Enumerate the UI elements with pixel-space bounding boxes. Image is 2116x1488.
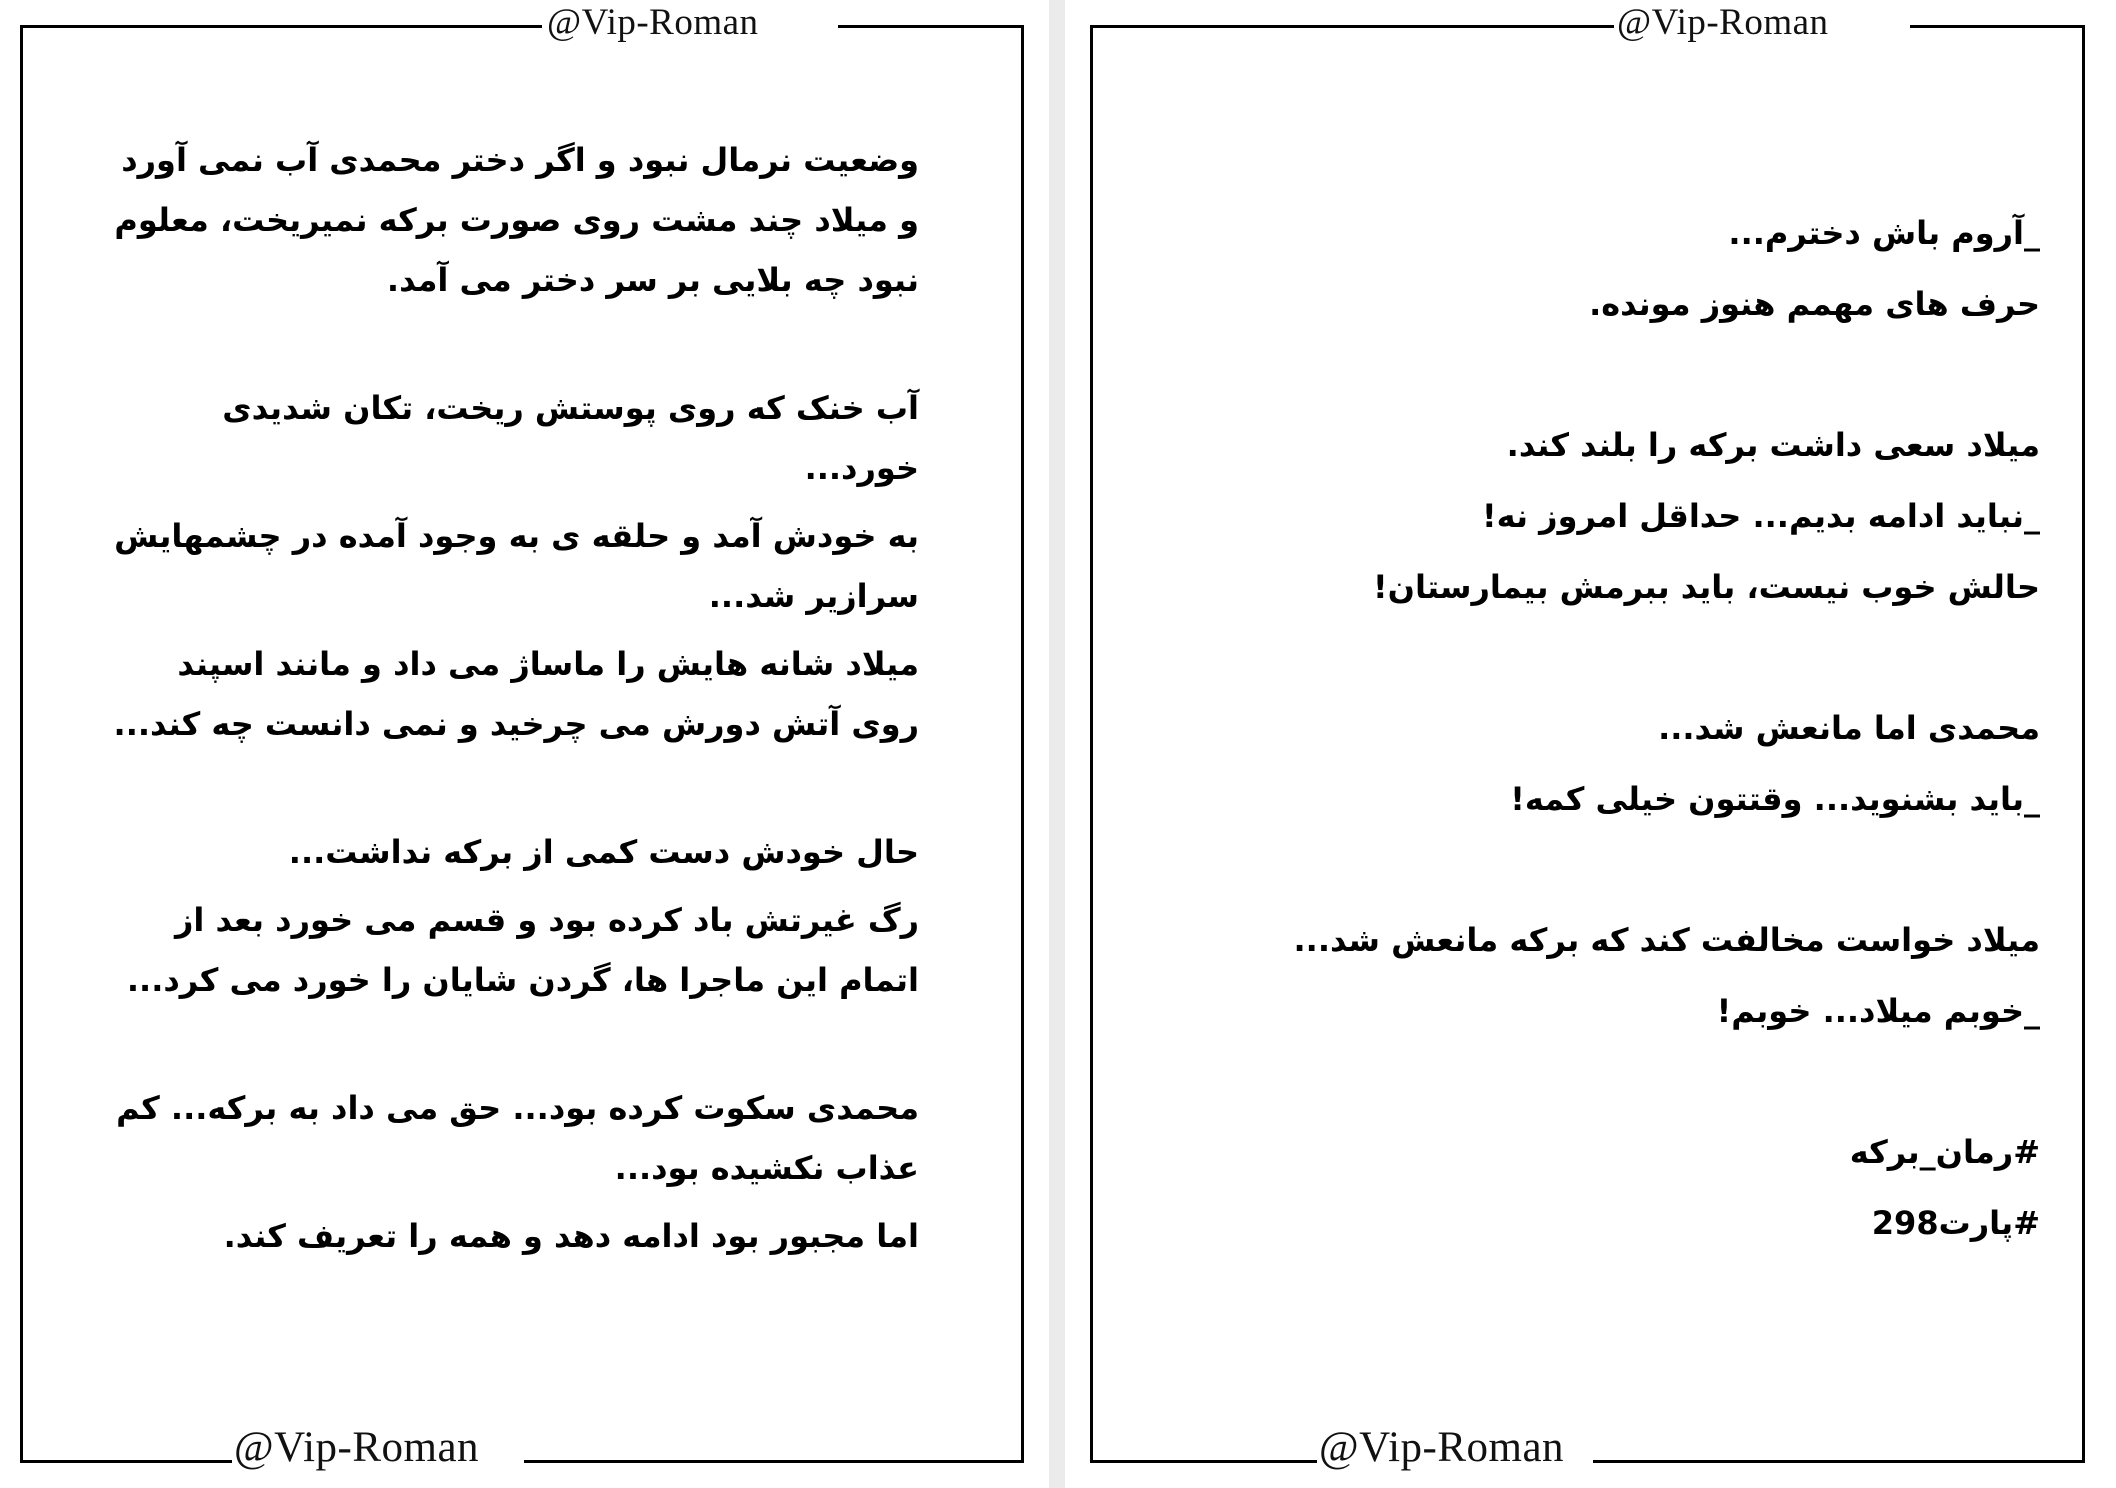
frame-bottom-left-segment — [1090, 1460, 1317, 1463]
paragraph — [119, 378, 919, 498]
paragraph — [1180, 1117, 2040, 1259]
text-line: محمدی اما مانعش شد... — [1658, 709, 2040, 747]
text-line: وضعیت نرمال نبود و اگر دختر محمدی آب نمی آورد — [121, 141, 919, 179]
text-line: _نباید ادامه بدیم... حداقل امروز نه! — [1482, 497, 2040, 535]
paragraph — [119, 890, 919, 1010]
paragraph — [119, 1206, 919, 1266]
text-line: _خوبم میلاد... خوبم! — [1716, 992, 2040, 1030]
watermark-top: @Vip-Roman — [1617, 2, 1829, 43]
frame-top-right-segment — [1910, 25, 2085, 28]
frame-top-left-segment — [1090, 25, 1614, 28]
text-line: و میلاد چند مشت روی صورت برکه نمیریخت، معلوم — [114, 201, 919, 239]
text-line: _باید بشنوید... وقتتون خیلی کمه! — [1510, 780, 2040, 818]
left-page — [0, 0, 1049, 1488]
frame-right-side — [1021, 25, 1024, 1463]
watermark-bottom: @Vip-Roman — [1319, 1424, 1565, 1471]
frame-top-left-segment — [20, 25, 542, 28]
paragraph — [1180, 905, 2040, 1047]
page-divider — [1049, 0, 1065, 1488]
frame-bottom-right-segment — [524, 1460, 1024, 1463]
text-line: #رمان_برکه — [1849, 1133, 2040, 1171]
text-line: نبود چه بلایی بر سر دختر می آمد. — [386, 261, 919, 299]
text-line: محمدی سکوت کرده بود... حق می داد به برکه... کم — [116, 1089, 919, 1127]
frame-left-side — [1090, 25, 1093, 1463]
paragraph — [1180, 198, 2040, 340]
text-line: خورد... — [804, 449, 919, 487]
text-line: _آروم باش دخترم... — [1728, 214, 2040, 252]
right-page — [1065, 0, 2116, 1488]
paragraph — [1180, 410, 2040, 623]
watermark-bottom: @Vip-Roman — [234, 1424, 480, 1471]
frame-right-side — [2082, 25, 2085, 1463]
paragraph — [119, 822, 919, 882]
text-line: حالش خوب نیست، باید ببرمش بیمارستان! — [1373, 568, 2040, 606]
paragraph — [116, 1078, 919, 1198]
frame-bottom-right-segment — [1593, 1460, 2085, 1463]
text-line: میلاد شانه هایش را ماساژ می داد و مانند اسپند — [177, 645, 919, 683]
text-line: اما مجبور بود ادامه دهد و همه را تعریف کند. — [223, 1217, 919, 1255]
watermark-top: @Vip-Roman — [547, 2, 759, 43]
text-line: آب خنک که روی پوستش ریخت، تکان شدیدی — [222, 389, 919, 427]
paragraph — [113, 634, 919, 754]
text-line: رگ غیرتش باد کرده بود و قسم می خورد بعد از — [174, 901, 919, 939]
text-line: به خودش آمد و حلقه ی به وجود آمده در چشمهایش — [114, 517, 919, 555]
text-line: عذاب نکشیده بود... — [614, 1149, 919, 1187]
frame-top-right-segment — [838, 25, 1024, 28]
paragraph — [114, 506, 919, 626]
frame-left-side — [20, 25, 23, 1463]
text-line: میلاد خواست مخالفت کند که برکه مانعش شد... — [1293, 921, 2040, 959]
paragraph — [114, 130, 919, 310]
left-page-text — [113, 130, 919, 1266]
text-line: حال خودش دست کمی از برکه نداشت... — [288, 833, 919, 871]
text-line: سرازیر شد... — [708, 577, 919, 615]
text-line: میلاد سعی داشت برکه را بلند کند. — [1506, 426, 2040, 464]
text-line: روی آتش دورش می چرخید و نمی دانست چه کند... — [113, 705, 919, 743]
text-line: #پارت298 — [1871, 1204, 2040, 1242]
right-page-text — [1180, 198, 2040, 1259]
text-line: حرف های مهمم هنوز مونده. — [1589, 285, 2040, 323]
paragraph — [1180, 693, 2040, 835]
text-line: اتمام این ماجرا ها، گردن شایان را خورد می کرد... — [126, 961, 919, 999]
frame-bottom-left-segment — [20, 1460, 232, 1463]
